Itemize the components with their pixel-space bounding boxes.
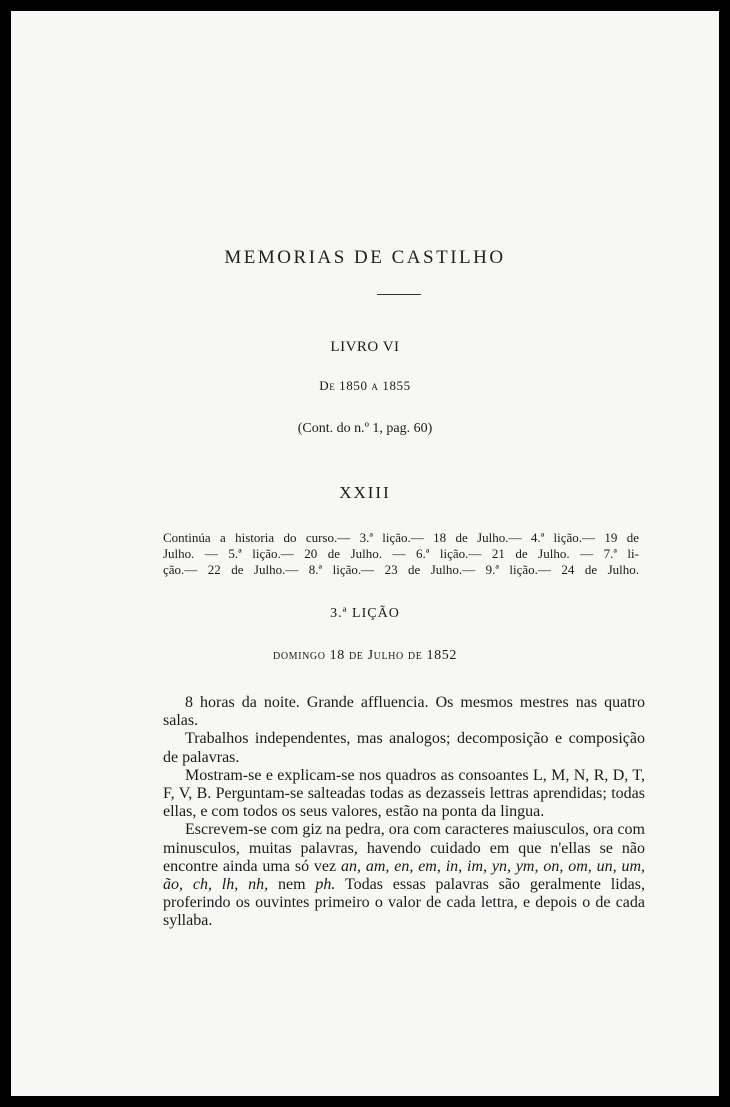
title-rule — [377, 294, 421, 295]
italic-syllables: an, am, en, em, in, im, yn, ym, on, om, un, um, ão, ch, lh, nh, — [163, 857, 646, 894]
body-text — [163, 694, 645, 931]
continuation-note: (Cont. do n.º 1, pag. 60) — [297, 421, 433, 436]
lesson-heading: 3.ª LIÇÃO — [330, 606, 400, 621]
italic-syllables: ph. — [315, 876, 336, 894]
lesson-date: domingo 18 de Julho de 1852 — [273, 648, 457, 663]
summary-line: ção.— 22 de Julho.— 8.ª lição.— 23 de Julho.— 9.ª lição.— 24 de Julho. — [163, 562, 639, 577]
section-summary — [163, 530, 639, 578]
paragraph-text: Todas essas palavras são geralmente lidas, proferindo os ouvintes primeiro o valor de cada lettra, e depois o de cada syllaba. — [163, 876, 646, 930]
paragraph-text: nem — [277, 876, 306, 894]
paragraph — [163, 821, 645, 930]
paragraph: 8 horas da noite. Grande affluencia. Os mesmos mestres nas quatro salas. — [163, 694, 645, 730]
section-number: XXIII — [339, 483, 391, 502]
paragraph: Trabalhos independentes, mas analogos; decomposição e composição de palavras. — [163, 730, 645, 766]
chapter-title: MEMORIAS DE CASTILHO — [224, 247, 506, 268]
page — [11, 11, 719, 1096]
summary-line: Julho. — 5.ª lição.— 20 de Julho. — 6.ª lição.— 21 de Julho. — 7.ª li- — [163, 546, 639, 561]
paragraph-text: Escrevem-se com giz na pedra, ora com caracteres maiusculos, ora com minusculos, muitas palavras, havendo cuidado em que n'ellas se não encontre ainda uma só vez — [163, 821, 645, 875]
years-subheading: De 1850 a 1855 — [319, 378, 411, 393]
paragraph: Mostram-se e explicam-se nos quadros as consoantes L, M, N, R, D, T, F, V, B. Perguntam-se salteadas todas as dezasseis lettras aprendidas; todas ellas, e com todos os seus valores, estão na ponta da lingua. — [163, 766, 645, 821]
book-heading: LIVRO VI — [330, 339, 400, 355]
summary-line: Continúa a historia do curso.— 3.ª lição.— 18 de Julho.— 4.ª lição.— 19 de — [163, 530, 639, 545]
